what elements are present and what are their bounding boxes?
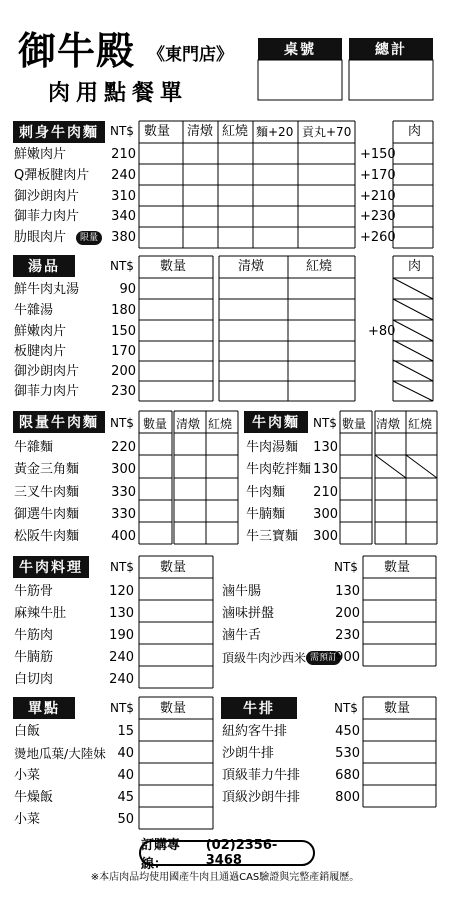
total-header: 總計: [349, 38, 433, 60]
table-number-box: [258, 60, 342, 100]
hotline-number: (02)2356-3468: [205, 838, 278, 868]
footer-note: ※本店肉品均使用國產牛肉且通過CAS驗證與完整產銷履歷。: [90, 872, 360, 883]
col-noodle-add: 麵+20: [256, 125, 294, 139]
col-meat: 肉: [408, 124, 422, 139]
section-title-limited-noodle: 限量牛肉麵: [13, 411, 105, 433]
preorder-badge: 需預訂: [306, 651, 341, 665]
shop-name: 御牛殿: [18, 28, 136, 73]
total-box: [349, 60, 433, 100]
price-unit: NT$: [110, 124, 134, 138]
sashimi-grid: [139, 121, 433, 248]
section-title-steak: 牛排: [221, 697, 297, 719]
section-title-sashimi: 刺身牛肉麵: [13, 121, 105, 143]
limited-badge: 限量: [76, 231, 102, 245]
soup-meat-add: +80: [368, 324, 396, 339]
col-meatball-add: 貢丸+70: [302, 125, 352, 139]
table-number-header: 桌號: [258, 38, 342, 60]
col-braised: 紅燒: [222, 124, 249, 139]
col-clear-stew: 清燉: [187, 124, 214, 139]
section-title-soup: 湯品: [13, 255, 75, 277]
section-title-beef-noodle: 牛肉麵: [244, 411, 308, 433]
section-title-single: 單點: [13, 697, 75, 719]
section-title-beef-dish: 牛肉料理: [13, 556, 89, 578]
branch-name: 《東門店》: [148, 45, 233, 65]
page-title: 肉用點餐單: [48, 80, 189, 106]
col-qty: 數量: [144, 124, 171, 139]
hotline-pill: [139, 838, 315, 872]
hotline-label: 訂購專線：: [141, 838, 181, 872]
